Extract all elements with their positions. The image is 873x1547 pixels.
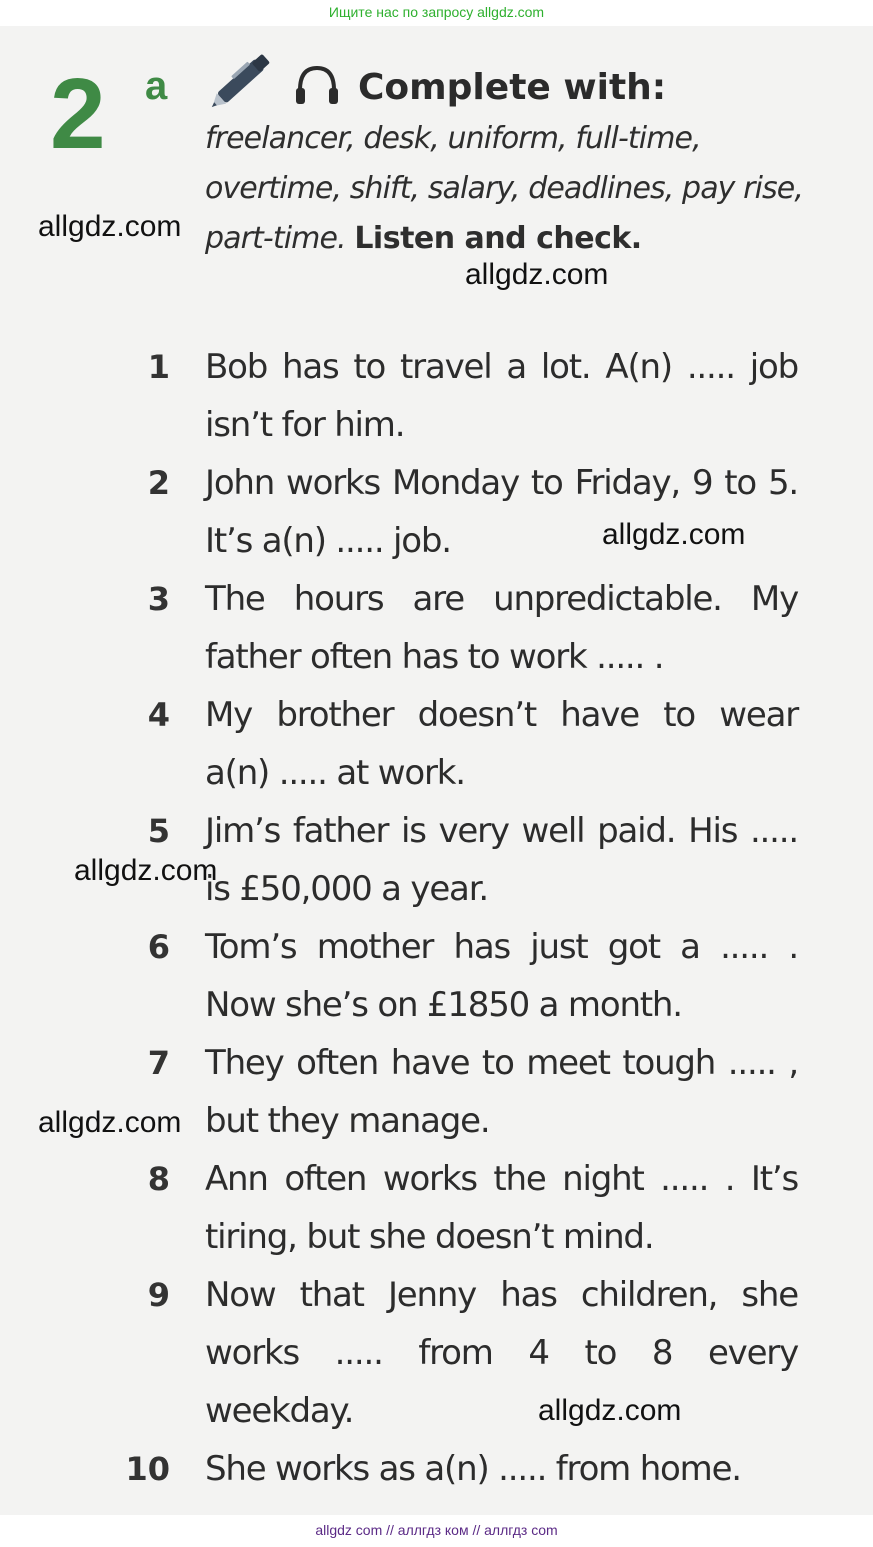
item-text: She works as a(n) ..... from home. bbox=[205, 1449, 741, 1489]
exercise-item bbox=[0, 1266, 873, 1440]
item-number: 2 bbox=[147, 464, 170, 502]
item-number: 7 bbox=[147, 1044, 170, 1082]
item-number: 10 bbox=[125, 1450, 170, 1488]
headphones-icon bbox=[292, 60, 342, 110]
item-number: 4 bbox=[147, 696, 170, 734]
exercise-item bbox=[0, 686, 873, 802]
item-text: The hours are unpredictable. My father often has to work ..... . bbox=[205, 579, 798, 677]
exercise-item bbox=[0, 1440, 873, 1498]
exercise-item bbox=[0, 1150, 873, 1266]
item-text: My brother doesn’t have to wear a(n) ..... at work. bbox=[205, 695, 798, 793]
item-number: 8 bbox=[147, 1160, 170, 1198]
item-text: Tom’s mother has just got a ..... . Now she’s on £1850 a month. bbox=[205, 927, 798, 1025]
exercise-part-letter: a bbox=[145, 64, 168, 108]
item-text: Bob has to travel a lot. A(n) ..... job isn’t for him. bbox=[205, 347, 798, 445]
watermark: allgdz.com bbox=[602, 518, 746, 551]
watermark: allgdz.com bbox=[74, 854, 218, 887]
watermark: allgdz.com bbox=[38, 210, 182, 243]
watermark: allgdz.com bbox=[465, 258, 609, 291]
watermark: allgdz.com bbox=[538, 1394, 682, 1427]
exercise-item bbox=[0, 918, 873, 1034]
exercise-items bbox=[0, 338, 873, 1498]
item-number: 3 bbox=[147, 580, 170, 618]
instruction-title: Complete with: bbox=[358, 67, 667, 108]
exercise-item bbox=[0, 338, 873, 454]
site-footer-links[interactable]: allgdz com // аллгдз ком // аллгдз com bbox=[315, 1522, 558, 1538]
item-number: 9 bbox=[147, 1276, 170, 1314]
watermark: allgdz.com bbox=[38, 1106, 182, 1139]
item-text: John works Monday to Friday, 9 to 5. It’s a(n) ..... job. bbox=[205, 463, 798, 561]
instruction-tail: Listen and check. bbox=[354, 221, 642, 256]
word-list-block bbox=[205, 114, 845, 264]
site-header-link[interactable]: Ищите нас по запросу allgdz.com bbox=[328, 4, 545, 20]
exercise-number: 2 bbox=[50, 58, 106, 170]
exercise-item bbox=[0, 570, 873, 686]
item-text: Ann often works the night ..... . It’s tiring, but she doesn’t mind. bbox=[205, 1159, 798, 1257]
item-text: Jim’s father is very well paid. His ..... is £50,000 a year. bbox=[205, 811, 798, 909]
word-list: freelancer, desk, uniform, full-time, overtime, shift, salary, deadlines, pay rise, part-time. bbox=[205, 121, 803, 256]
item-number: 6 bbox=[147, 928, 170, 966]
item-text: They often have to meet tough ..... , but they manage. bbox=[205, 1043, 798, 1141]
pen-icon bbox=[200, 42, 286, 116]
item-text: Now that Jenny has children, she works ..... from 4 to 8 every weekday. bbox=[205, 1275, 798, 1431]
item-number: 5 bbox=[147, 812, 170, 850]
exercise-item bbox=[0, 454, 873, 570]
item-number: 1 bbox=[147, 348, 170, 386]
